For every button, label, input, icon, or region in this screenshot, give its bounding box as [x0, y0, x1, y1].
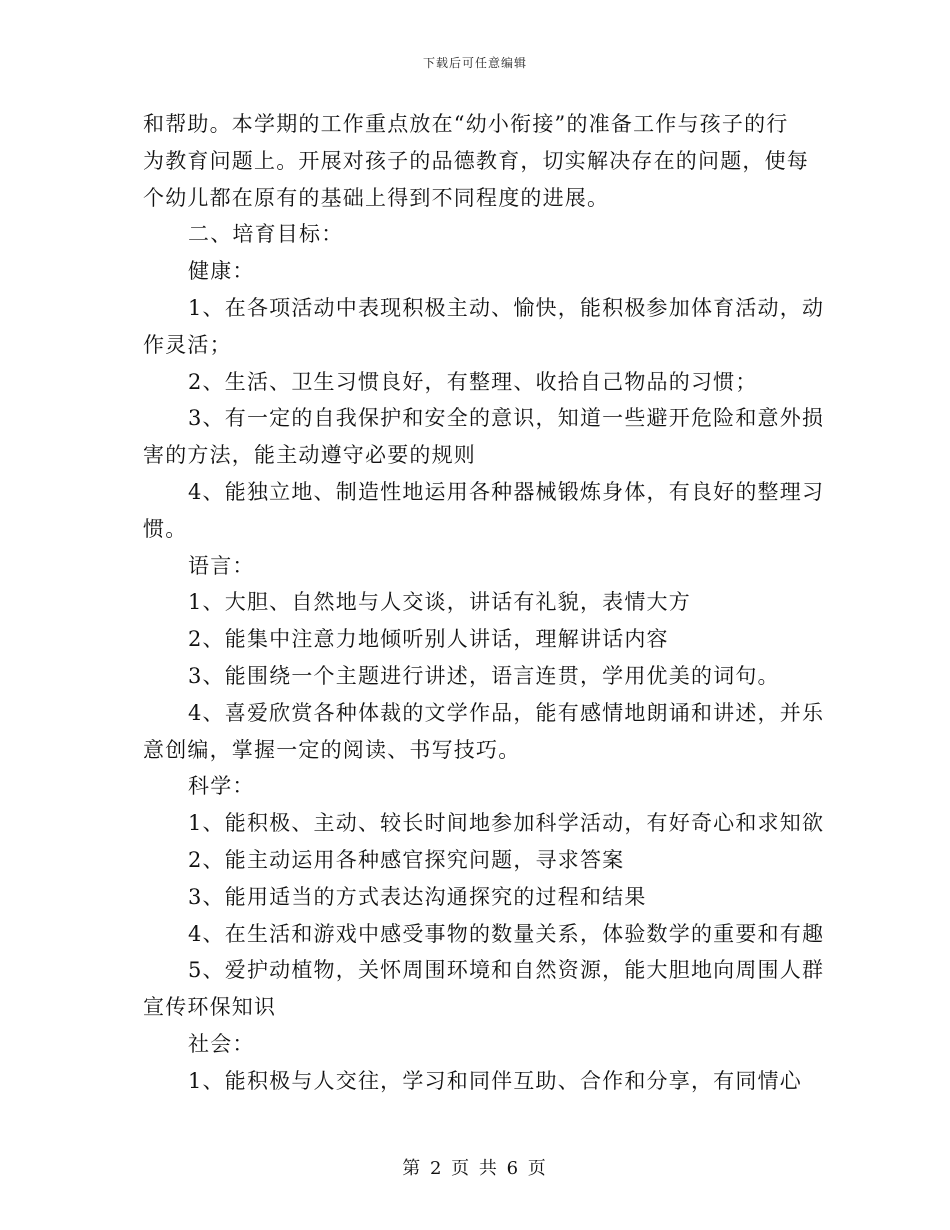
text-line: 科学：	[188, 774, 255, 799]
page-header: 下载后可任意编辑	[422, 56, 527, 70]
text-line: 4、能独立地、制造性地运用各种器械锻炼身体，有良好的整理习	[188, 479, 825, 504]
text-line: 3、有一定的自我保护和安全的意识，知道一些避开危险和意外损	[188, 406, 825, 431]
text-line: 1、能积极、主动、较长时间地参加科学活动，有好奇心和求知欲	[188, 811, 825, 836]
text-line: 个幼儿都在原有的基础上得到不同程度的进展。	[143, 185, 610, 210]
page-number: 第 2 页 共 6 页	[402, 1158, 548, 1179]
text-line: 害的方法，能主动遵守必要的规则	[143, 443, 476, 468]
text-line: 作灵活；	[143, 332, 232, 357]
text-line: 二、培育目标：	[188, 222, 344, 247]
text-line: 宣传环保知识	[143, 995, 277, 1020]
text-line: 1、能积极与人交往，学习和同伴互助、合作和分享，有同情心	[188, 1068, 802, 1093]
text-line: 2、能集中注意力地倾听别人讲话，理解讲话内容	[188, 627, 669, 652]
text-line: 1、在各项活动中表现积极主动、愉快，能积极参加体育活动，动	[188, 295, 825, 320]
text-line: 2、生活、卫生习惯良好，有整理、收拾自己物品的习惯；	[188, 369, 758, 394]
text-line: 社会：	[188, 1031, 255, 1056]
text-line: 4、喜爱欣赏各种体裁的文学作品，能有感情地朗诵和讲述，并乐	[188, 700, 825, 725]
text-line: 和帮助。本学期的工作重点放在“幼小衔接”的准备工作与孩子的行	[143, 112, 789, 136]
text-line: 为教育问题上。开展对孩子的品德教育，切实解决存在的问题，使每	[143, 148, 809, 173]
text-line: 3、能用适当的方式表达沟通探究的过程和结果	[188, 884, 647, 909]
text-line: 1、大胆、自然地与人交谈，讲话有礼貌，表情大方	[188, 590, 691, 615]
text-line: 意创编，掌握一定的阅读、书写技巧。	[143, 737, 521, 762]
text-line: 2、能主动运用各种感官探究问题，寻求答案	[188, 847, 625, 872]
text-line: 4、在生活和游戏中感受事物的数量关系，体验数学的重要和有趣	[188, 921, 825, 946]
text-line: 惯。	[143, 516, 188, 541]
document-body	[143, 106, 825, 1100]
text-line: 健康：	[188, 259, 255, 284]
text-line: 5、爱护动植物，关怀周围环境和自然资源，能大胆地向周围人群	[188, 958, 825, 983]
text-line: 3、能围绕一个主题进行讲述，语言连贯，学用优美的词句。	[188, 663, 780, 688]
text-line: 语言：	[188, 553, 255, 578]
